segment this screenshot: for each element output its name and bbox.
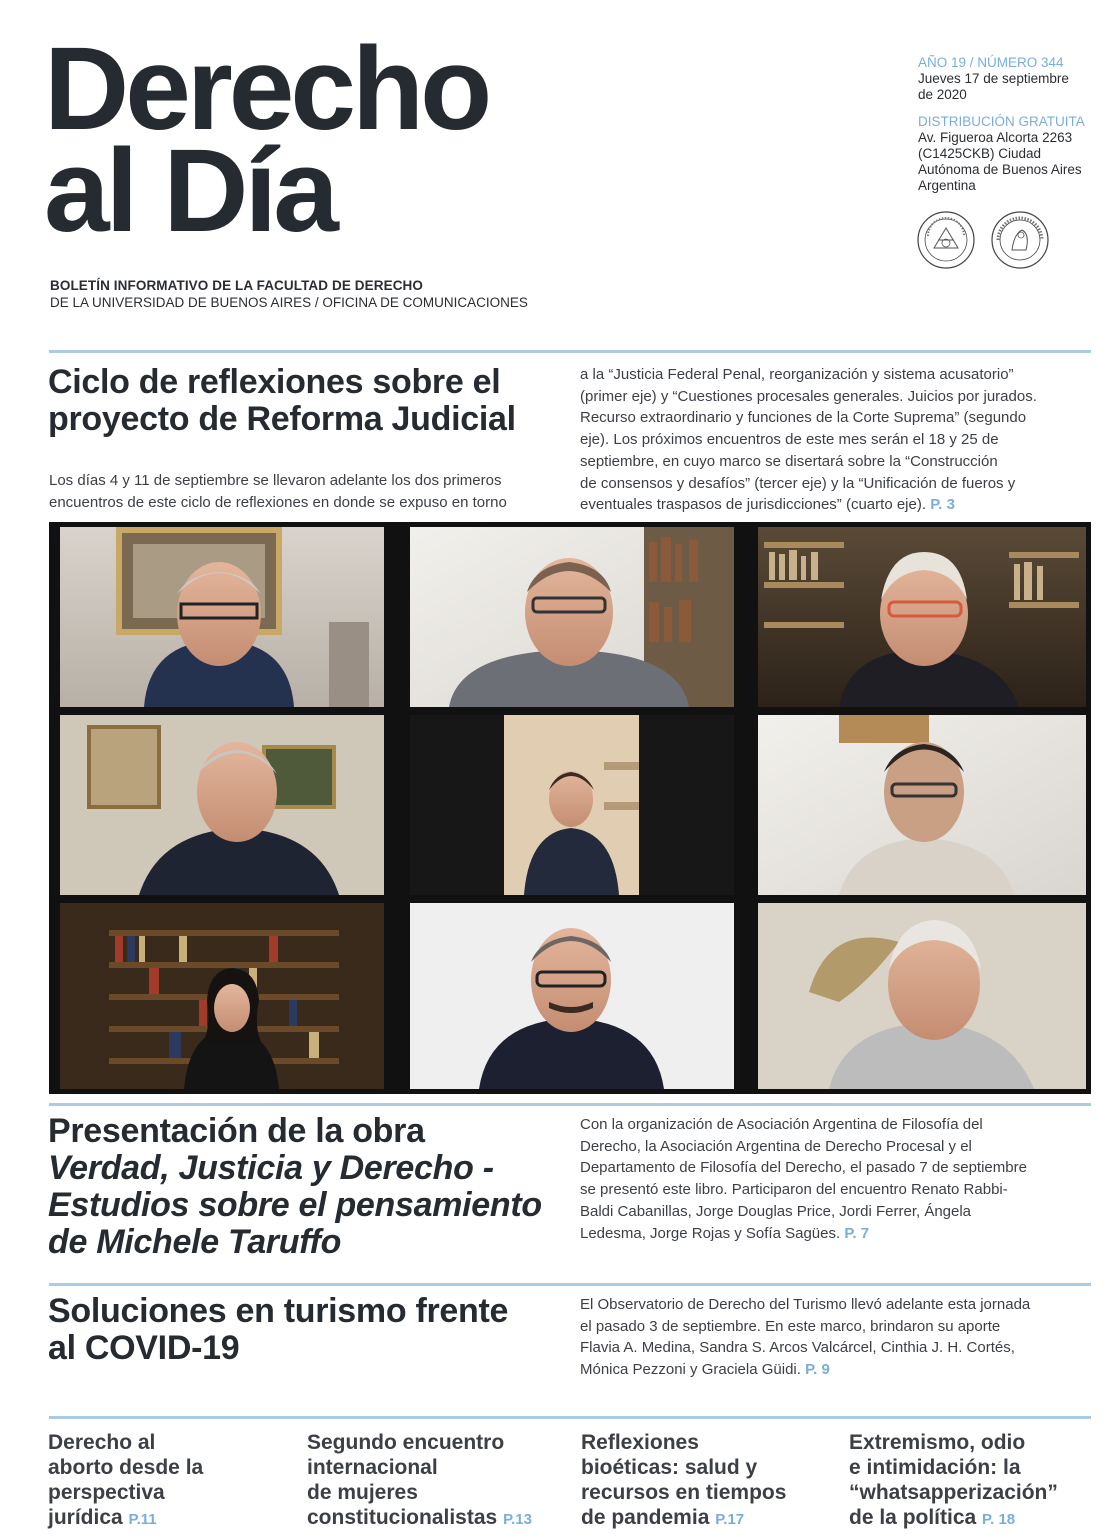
- faculty-seal-icon: [916, 210, 976, 270]
- teaser-2-line1: Segundo encuentro: [307, 1431, 505, 1454]
- teaser-4-page-ref[interactable]: P. 18: [982, 1511, 1016, 1528]
- article3-body-line3: Flavia A. Medina, Sandra S. Arcos Valcárcel, Cinthia J. H. Cortés,: [580, 1339, 1015, 1357]
- article2-body-line6: Ledesma, Jorge Rojas y Sofía Sagües.: [580, 1224, 841, 1242]
- article1-body-line6: de consensos y desafíos” (tercer eje) y la “Unificación de fueros y: [580, 474, 1016, 492]
- article1-page-ref[interactable]: P. 3: [930, 496, 955, 514]
- address-line4: Argentina: [918, 178, 976, 193]
- teaser-2-line2: internacional: [307, 1456, 438, 1479]
- article1-lead: [49, 470, 569, 513]
- article3-title-line2: al COVID-19: [48, 1329, 240, 1367]
- article2-title-line2: Verdad, Justicia y Derecho -: [48, 1149, 494, 1187]
- article2-body-line1: Con la organización de Asociación Argentina de Filosofía del: [580, 1116, 983, 1133]
- article2-title-line1: Presentación de la obra: [48, 1112, 425, 1150]
- issue-date-line1: Jueves 17 de septiembre: [918, 71, 1069, 86]
- article1-body-line2: (primer eje) y “Cuestiones procesales generales. Juicios por jurados.: [580, 387, 1037, 405]
- issue-number: AÑO 19 / NÚMERO 344: [918, 55, 1064, 70]
- masthead-title: [44, 23, 489, 257]
- teaser-4-line4: de la política: [849, 1506, 977, 1529]
- section-rule: [49, 1416, 1091, 1419]
- article1-title-line1: Ciclo de reflexiones sobre el: [48, 363, 501, 401]
- video-tile-5: [410, 715, 734, 895]
- section-rule: [49, 350, 1091, 353]
- article1-title[interactable]: [48, 364, 568, 438]
- masthead-subtitle-light: DE LA UNIVERSIDAD DE BUENOS AIRES / OFICINA DE COMUNICACIONES: [50, 295, 528, 310]
- teaser-2[interactable]: [307, 1430, 572, 1532]
- teaser-3-line4: de pandemia: [581, 1506, 710, 1529]
- teaser-1-line4: jurídica: [48, 1506, 123, 1529]
- article1-body-line3: Recurso extraordinario y funciones de la Corte Suprema” (segundo: [580, 409, 1027, 427]
- article1-body-line5: septiembre, en cuyo marco se disertará sobre la “Construcción: [580, 452, 998, 470]
- video-tile-4: [60, 715, 384, 895]
- article1-title-line2: proyecto de Reforma Judicial: [48, 400, 516, 438]
- teaser-3-line2: bioéticas: salud y: [581, 1456, 758, 1479]
- article1-body-line4: eje). Los próximos encuentros de este mes serán el 18 y 25 de: [580, 431, 999, 449]
- article2-page-ref[interactable]: P. 7: [844, 1224, 870, 1242]
- article1-body-line7: eventuales traspasos de jurisdicciones” (cuarto eje).: [580, 496, 927, 514]
- article1-lead-line1: Los días 4 y 11 de septiembre se llevaron adelante los dos primeros: [49, 472, 502, 489]
- article2-title-line4: de Michele Taruffo: [48, 1223, 342, 1261]
- article3-body-line2: el pasado 3 de septiembre. En este marco, brindaron su aporte: [580, 1317, 1001, 1335]
- video-tile-1: [60, 527, 384, 707]
- teaser-3-line3: recursos en tiempos: [581, 1481, 787, 1504]
- teaser-4-line3: “whatsapperización”: [849, 1481, 1058, 1504]
- article2-body-line2: Derecho, la Asociación Argentina de Derecho Procesal y el: [580, 1137, 972, 1155]
- article3-title[interactable]: [48, 1293, 568, 1367]
- issue-info: [918, 55, 1098, 194]
- article2-title[interactable]: [48, 1113, 568, 1261]
- video-tile-7: [60, 903, 384, 1089]
- teaser-3-line1: Reflexiones: [581, 1431, 699, 1454]
- video-tile-2: [410, 527, 734, 707]
- teaser-3-page-ref[interactable]: P.17: [715, 1511, 745, 1528]
- masthead-subtitle-bold: BOLETÍN INFORMATIVO DE LA FACULTAD DE DERECHO: [50, 278, 423, 293]
- article2-body-line4: se presentó este libro. Participaron del encuentro Renato Rabbi-: [580, 1181, 1008, 1199]
- teaser-2-page-ref[interactable]: P.13: [503, 1511, 532, 1528]
- masthead-title-line2: al Día: [44, 125, 335, 257]
- university-seal-icon: [990, 210, 1050, 270]
- address-line2: (C1425CKB) Ciudad: [918, 146, 1042, 161]
- article1-lead-line2: encuentros de este ciclo de reflexiones en donde se expuso en torno: [49, 493, 507, 511]
- address-line3: Autónoma de Buenos Aires: [918, 162, 1082, 177]
- article3-title-line1: Soluciones en turismo frente: [48, 1292, 509, 1330]
- teaser-4-line1: Extremismo, odio: [849, 1431, 1026, 1454]
- article3-body: [580, 1294, 1080, 1381]
- masthead-title-line1: Derecho: [44, 23, 489, 155]
- teaser-3[interactable]: [581, 1430, 836, 1532]
- address-line1: Av. Figueroa Alcorta 2263: [918, 130, 1073, 145]
- videoconference-grid: [49, 522, 1091, 1094]
- article3-page-ref[interactable]: P. 9: [805, 1361, 830, 1379]
- article2-body-line5: Baldi Cabanillas, Jorge Douglas Price, Jordi Ferrer, Ángela: [580, 1202, 972, 1220]
- article1-body: [580, 364, 1080, 516]
- article2-body: [580, 1114, 1080, 1244]
- teaser-1-line1: Derecho al: [48, 1431, 156, 1454]
- video-tile-3: [758, 527, 1086, 707]
- section-rule: [49, 1103, 1091, 1106]
- teaser-2-line4: constitucionalistas: [307, 1506, 498, 1529]
- section-rule: [49, 1283, 1091, 1286]
- article3-body-line4: Mónica Pezzoni y Graciela Güidi.: [580, 1361, 801, 1379]
- teaser-1-line2: aborto desde la: [48, 1456, 204, 1479]
- video-tile-6: [758, 715, 1086, 895]
- videoconference-photo: [49, 522, 1091, 1094]
- video-tile-9: [758, 903, 1086, 1089]
- teaser-1[interactable]: [48, 1430, 293, 1532]
- article2-body-line3: Departamento de Filosofía del Derecho, el pasado 7 de septiembre: [580, 1159, 1027, 1177]
- article1-body-line1: a la “Justicia Federal Penal, reorganización y sistema acusatorio”: [580, 366, 1014, 383]
- article3-body-line1: El Observatorio de Derecho del Turismo llevó adelante esta jornada: [580, 1296, 1031, 1313]
- teaser-2-line3: de mujeres: [307, 1481, 418, 1504]
- distribution-label: DISTRIBUCIÓN GRATUITA: [918, 114, 1085, 129]
- article2-title-line3: Estudios sobre el pensamiento: [48, 1186, 542, 1224]
- teaser-4-line2: e intimidación: la: [849, 1456, 1021, 1479]
- teaser-1-page-ref[interactable]: P.11: [128, 1511, 157, 1528]
- video-tile-8: [410, 903, 734, 1089]
- teaser-1-line3: perspectiva: [48, 1481, 165, 1504]
- issue-date-line2: de 2020: [918, 87, 967, 102]
- teaser-4[interactable]: [849, 1430, 1089, 1532]
